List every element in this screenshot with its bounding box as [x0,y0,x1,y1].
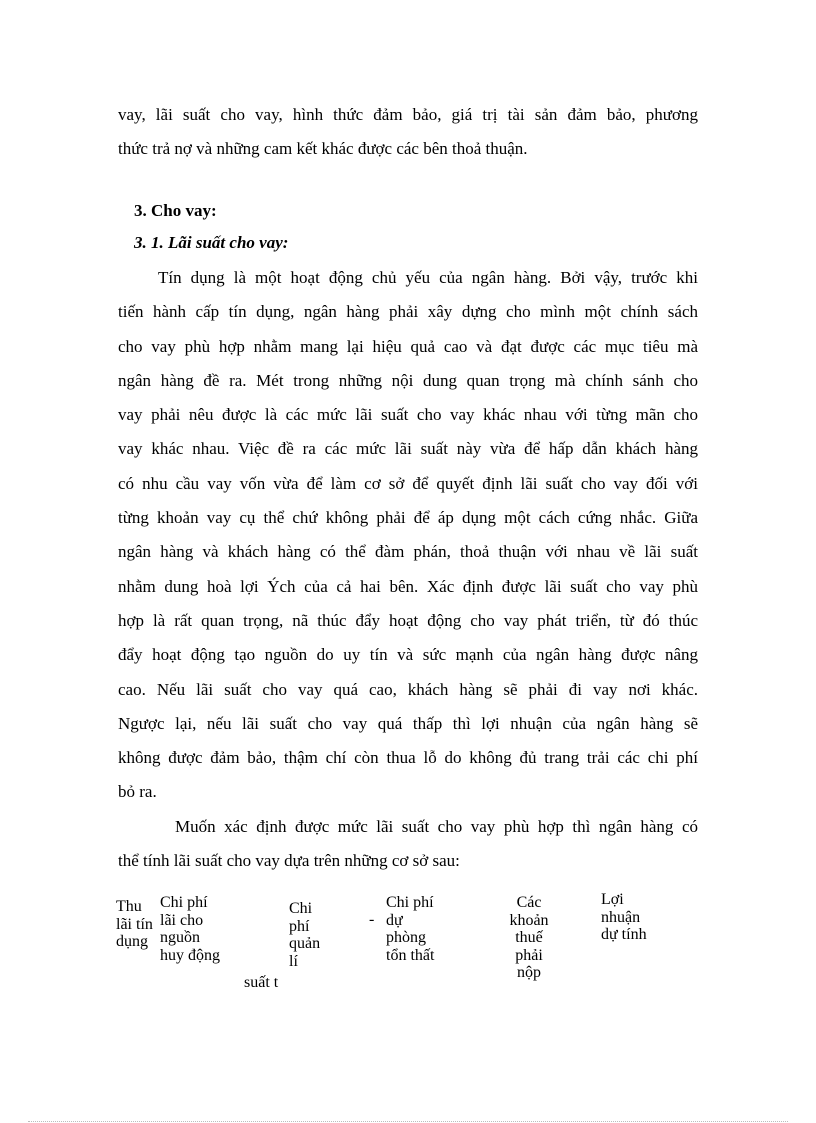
management-cost-line-2: phí [289,917,310,935]
funding-cost-line-4: huy động [160,946,220,964]
loss-provision-line-3: phòng [386,929,426,946]
body-line-8: từng khoản vay cụ thể chứ không phải để áp dụng một cách cứng nhắc. Giữa [118,508,698,528]
body-line-11: hợp là rất quan trọng, nã thúc đẩy hoạt động cho vay phát triển, từ đó thúc [118,610,698,630]
management-cost-line-3: quản [289,935,321,952]
management-cost-box [289,900,320,970]
body-paragraph [118,261,698,810]
body-line-9: ngân hàng và khách hàng có thể đàm phán, thoả thuận với nhau về lãi suất [118,542,698,562]
management-cost-line-4: lí [289,952,298,970]
management-cost-line-1: Chi [289,900,313,917]
taxes-line-2: khoản [509,911,549,929]
body2-paragraph [118,810,698,879]
funding-cost-line-3: nguồn [160,929,200,946]
body-line-2: tiến hành cấp tín dụng, ngân hàng phải xây dựng cho mình một chính sách [118,302,698,322]
expected-profit-box [601,891,647,944]
body-line-1: Tín dụng là một hoạt động chủ yếu của ngân hàng. Bởi vậy, trước khi [158,268,698,287]
interest-rate-line-1: Thu [116,898,142,915]
loss-provision-line-2: dự [386,911,403,929]
intro-paragraph [118,98,698,167]
body-line-16: bỏ ra. [118,782,157,802]
expected-profit-line-1: Lợi [601,891,624,908]
body-line-12: đẩy hoạt động tạo nguồn do uy tín và sức mạnh của ngân hàng được nâng [118,645,698,665]
dash-sign: - [369,911,375,928]
taxes-line-4: phải [515,946,543,964]
body-line-4: ngân hàng đề ra. Mét trong những nội dung quan trọng mà chính sánh cho [118,370,698,390]
body2-line-1: Muốn xác định được mức lãi suất cho vay phù hợp thì ngân hàng có [175,817,698,836]
body-line-13: cao. Nếu lãi suất cho vay quá cao, khách hàng sẽ phải đi vay nơi khác. [118,679,698,699]
interest-rate-box [116,898,153,951]
suffix-text: suất t [244,974,279,991]
intro-line-2: thức trả nợ và những cam kết khác được các bên thoả thuận. [118,139,528,159]
body-line-7: có nhu cầu vay vốn vừa để làm cơ sở để quyết định lãi suất cho vay đối với [118,473,698,493]
funding-cost-box [160,894,236,964]
body2-line-2: thể tính lãi suất cho vay dựa trên những cơ sở sau: [118,851,460,871]
body-line-5: vay phải nêu được là các mức lãi suất cho vay khác nhau với từng mãn cho [118,405,698,425]
taxes-box [508,894,550,982]
loss-provision-line-4: tổn thất [386,946,435,964]
intro-line-1: vay, lãi suất cho vay, hình thức đảm bảo, giá trị tài sản đảm bảo, phương [118,105,698,124]
page-bottom-divider [28,1121,788,1122]
subsection-heading: 3. 1. Lãi suất cho vay: [134,233,289,252]
taxes-line-1: Các [516,894,542,911]
body-line-3: cho vay phù hợp nhằm mang lại hiệu quả cao và đạt được các mục tiêu mà [118,336,698,356]
body-line-14: Ngược lại, nếu lãi suất cho vay quá thấp thì lợi nhuận của ngân hàng sẽ [118,713,698,733]
body-line-6: vay khác nhau. Việc đề ra các mức lãi suất này vừa để hấp dẫn khách hàng [118,439,698,459]
loss-provision-line-1: Chi phí [386,894,434,911]
funding-cost-line-2: lãi cho [160,911,204,929]
interest-rate-line-2: lãi tín [116,915,153,933]
taxes-line-3: thuế [515,929,543,946]
expected-profit-line-3: dự tính [601,926,647,943]
taxes-line-5: nộp [517,964,541,981]
loss-provision-box [386,894,434,964]
expected-profit-line-2: nhuận [601,908,641,926]
funding-cost-line-1: Chi phí [160,894,208,911]
body-line-15: không được đảm bảo, thậm chí còn thua lỗ do không đủ trang trải các chi phí [118,748,698,768]
interest-rate-line-3: dụng [116,933,148,950]
body-line-10: nhằm dung hoà lợi Ých của cả hai bên. Xác định được lãi suất cho vay phù [118,576,698,596]
section-heading: 3. Cho vay: [134,201,217,220]
